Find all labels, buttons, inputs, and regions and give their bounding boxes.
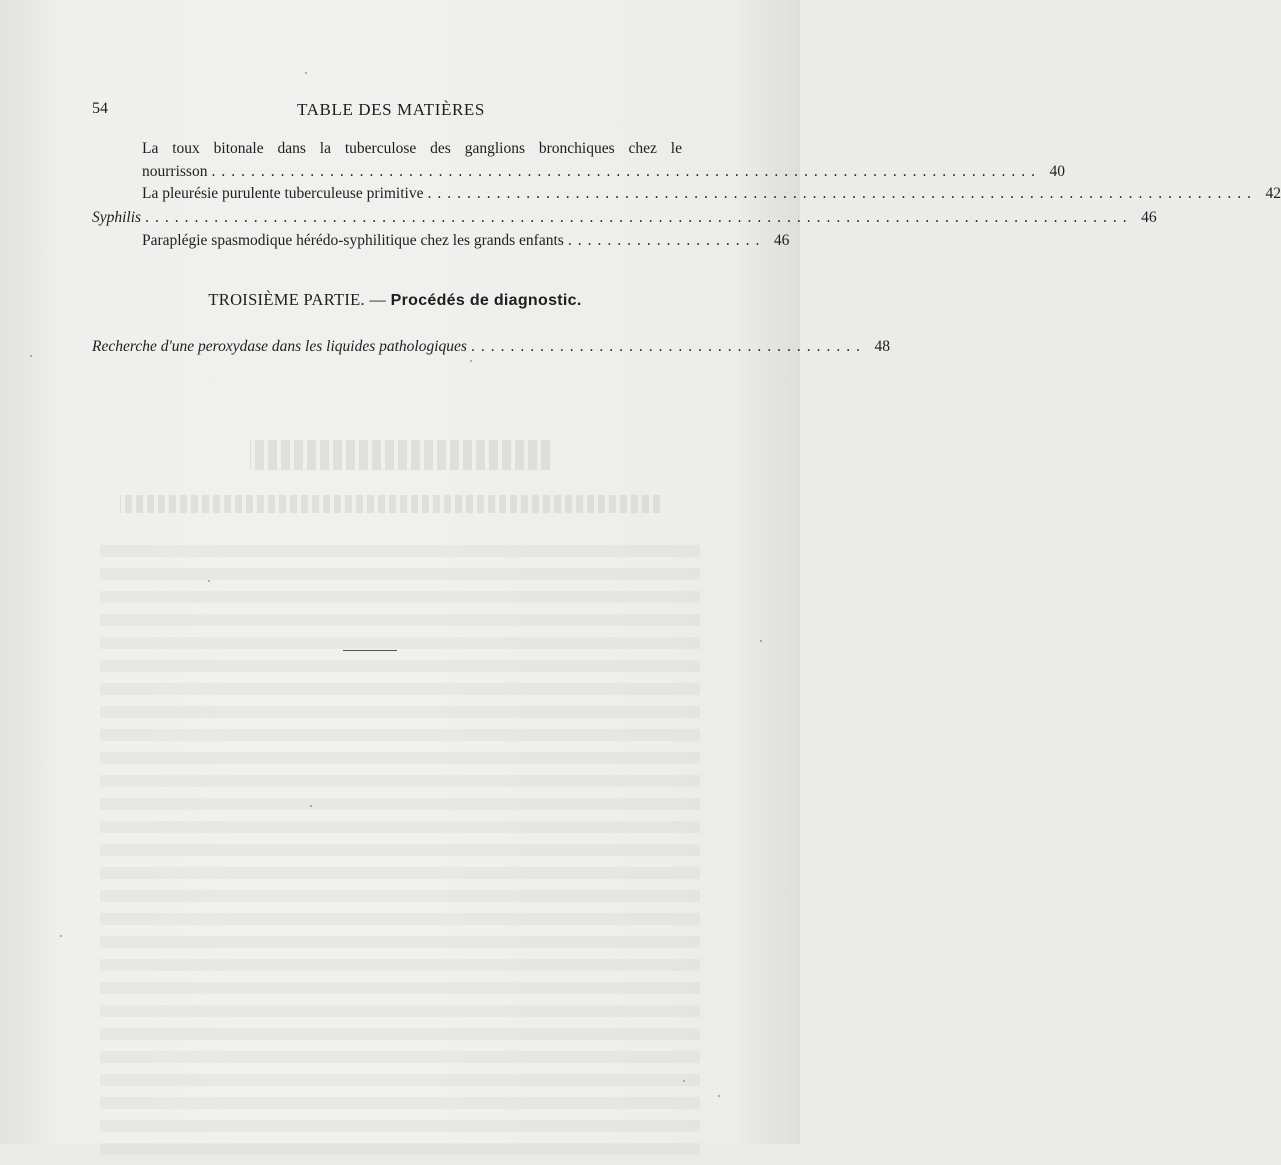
- toc-entry-toux-bitonale: [92, 137, 1065, 183]
- dot-leader: ....................................................................................: [427, 185, 1257, 202]
- bleed-through: [120, 495, 660, 513]
- toc-entry-text: nourrisson: [142, 163, 208, 180]
- paper-speck: [208, 580, 210, 582]
- toc-entry-paraplegie: [92, 229, 790, 252]
- paper-speck: [470, 360, 472, 362]
- bleed-through: [100, 545, 700, 1165]
- toc-entry-page: 46: [773, 232, 790, 249]
- dot-leader: ....................................................................................: [211, 163, 1041, 180]
- part-heading-title: Procédés de diagnostic.: [390, 292, 582, 309]
- running-title: TABLE DES MATIÈRES: [297, 100, 485, 119]
- toc-entry-text: La pleurésie purulente tuberculeuse primitive: [142, 185, 424, 202]
- page-header: [92, 100, 690, 124]
- toc-entry-page: 42: [1265, 185, 1281, 202]
- toc-entry-text: La toux bitonale dans la tuberculose des ganglions bronchiques chez le: [142, 140, 682, 157]
- dot-leader: ....................................................................................................: [145, 209, 1133, 226]
- dot-leader: ....................: [567, 232, 766, 249]
- toc-entry-text: Syphilis: [92, 209, 142, 226]
- toc-entry-peroxydase: [92, 335, 890, 358]
- paper-speck: [760, 640, 762, 642]
- part-heading-prefix: TROISIÈME PARTIE. —: [208, 290, 391, 309]
- paper-speck: [60, 935, 62, 937]
- toc-entry-text: Recherche d'une peroxydase dans les liquides pathologiques: [92, 338, 467, 355]
- paper-speck: [305, 72, 307, 74]
- part-heading: [92, 290, 698, 310]
- paper-speck: [30, 355, 32, 357]
- paper-speck: [683, 1080, 685, 1082]
- bleed-through: [250, 440, 550, 470]
- toc-entry-pleuresie: [92, 182, 1281, 205]
- toc-entry-page: 46: [1141, 209, 1157, 226]
- toc-entry-page: 48: [874, 338, 890, 355]
- page-number: 54: [92, 100, 108, 117]
- paper-speck: [310, 805, 312, 807]
- toc-entry-page: 40: [1049, 163, 1065, 180]
- paper-speck: [718, 1095, 720, 1097]
- dot-leader: ........................................: [470, 338, 866, 355]
- toc-entry-text: Paraplégie spasmodique hérédo-syphilitique chez les grands enfants: [142, 232, 564, 249]
- toc-entry-syphilis: [92, 206, 1157, 229]
